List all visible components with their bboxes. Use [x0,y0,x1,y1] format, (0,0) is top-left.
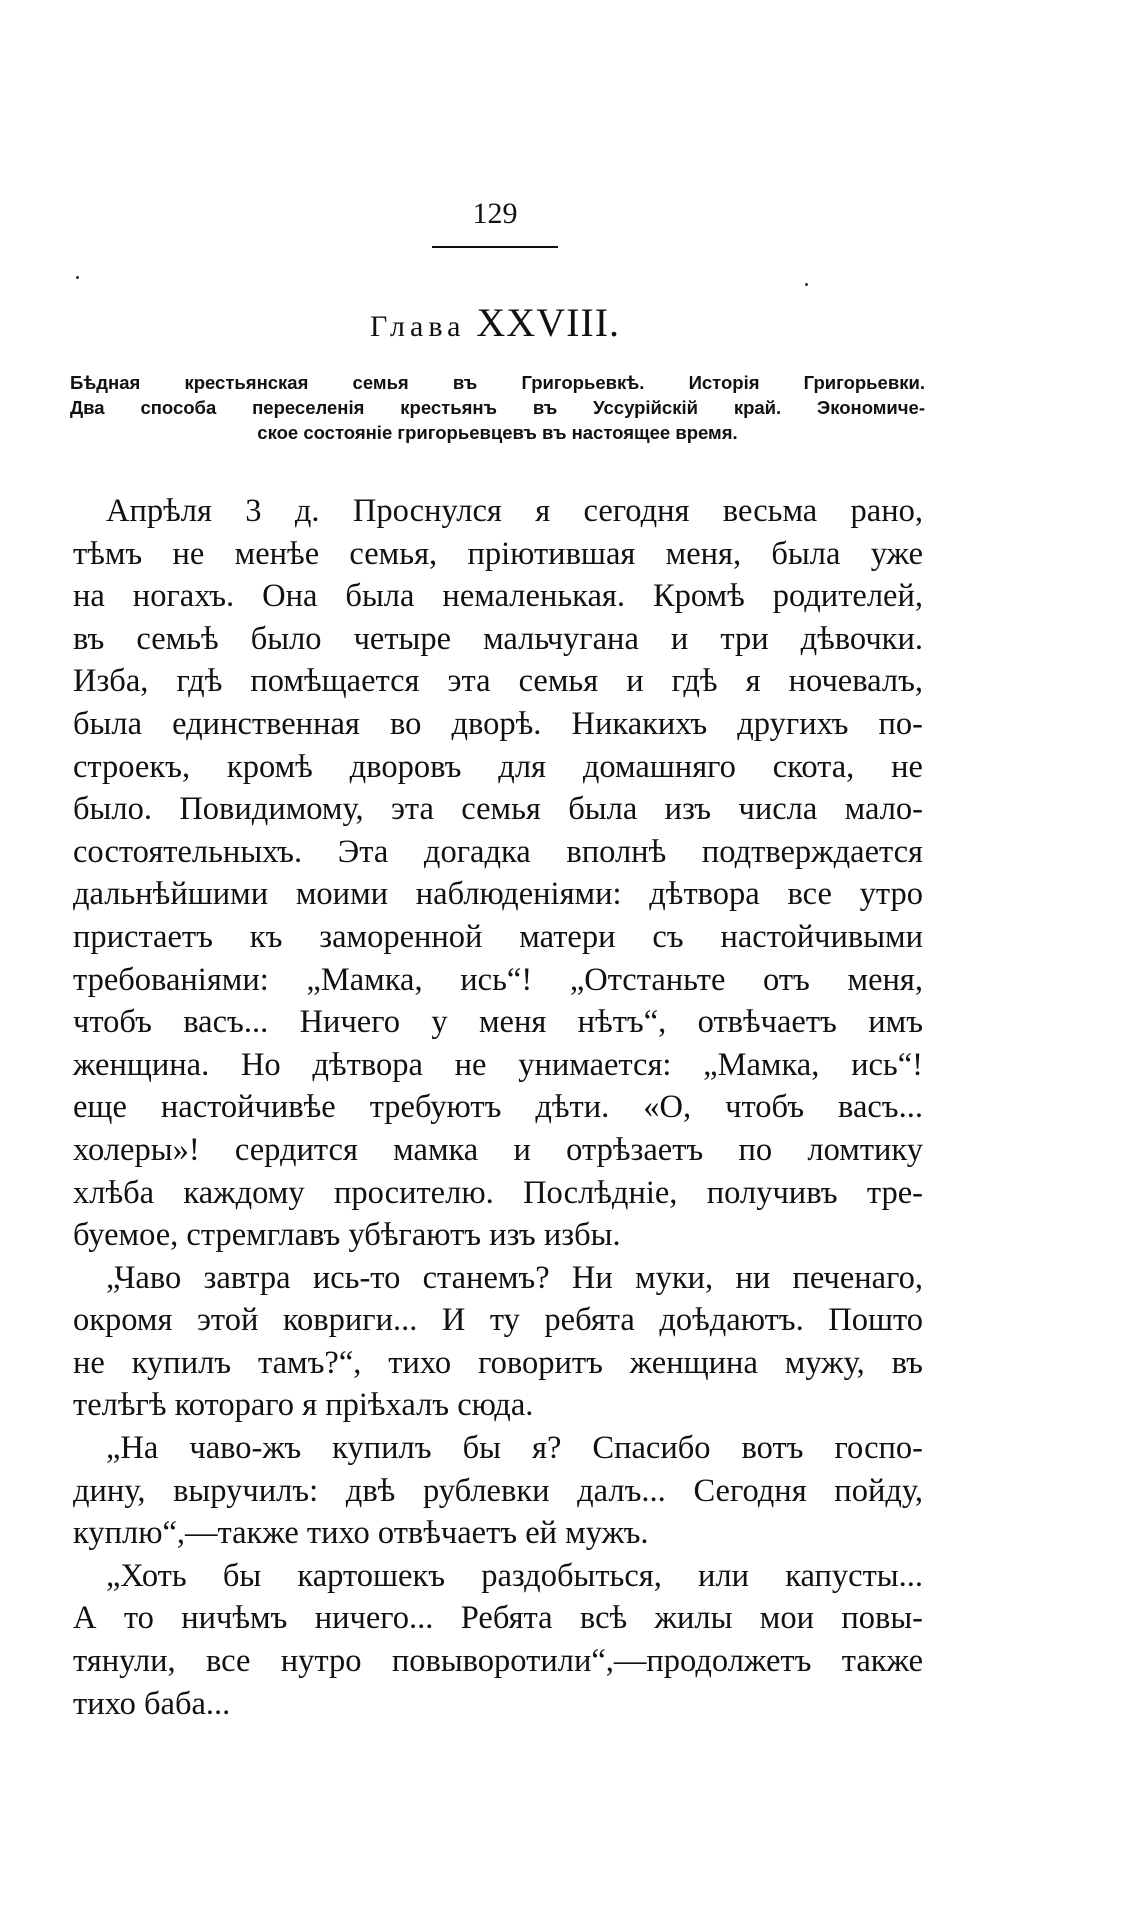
text-line: дальнѣйшими моими наблюденіями: дѣтвора все утро [73,876,923,913]
chapter-title-numeral: XXVIII. [476,300,621,345]
summary-line: Два способа переселенія крестьянъ въ Уссурійскій край. Экономиче- [70,397,925,418]
text-line: буемое, стремглавъ убѣгаютъ изъ избы. [73,1217,621,1254]
paragraph [73,1427,923,1555]
text-line: „На чаво-жъ купилъ бы я? Спасибо вотъ госпо- [106,1430,923,1467]
text-line: А то ничѣмъ ничего... Ребята всѣ жилы мои повы- [73,1600,923,1637]
text-line: телѣгѣ котораго я пріѣхалъ сюда. [73,1387,534,1424]
text-line: „Хоть бы картошекъ раздобыться, или капусты... [106,1557,923,1594]
text-line: тихо баба... [73,1685,231,1722]
text-line: дину, выручилъ: двѣ рублевки далъ... Сегодня пойду, [73,1472,923,1509]
text-line: Изба, гдѣ помѣщается эта семья и гдѣ я ночевалъ, [73,663,923,700]
print-speck [805,283,808,286]
text-line: еще настойчивѣе требуютъ дѣти. «О, чтобъ васъ... [73,1089,923,1126]
text-line: „Чаво завтра ись-то станемъ? Ни муки, ни печенаго, [106,1259,923,1296]
text-line: была единственная во дворѣ. Никакихъ другихъ по- [73,705,923,742]
text-line: не купилъ тамъ?“, тихо говоритъ женщина мужу, въ [73,1344,923,1381]
text-line: состоятельныхъ. Эта догадка вполнѣ подтверждается [73,833,923,870]
text-line: строекъ, кромѣ дворовъ для домашняго скота, не [73,748,923,785]
text-line: на ногахъ. Она была немаленькая. Кромѣ родителей, [73,578,923,615]
paragraph [73,1257,923,1427]
chapter-summary [70,370,925,445]
chapter-title [0,300,990,350]
text-line: окромя этой ковриги... И ту ребята доѣдаютъ. Пошто [73,1302,923,1339]
text-line: хлѣба каждому просителю. Послѣдніе, получивъ тре- [73,1174,923,1211]
text-line: въ семьѣ было четыре мальчугана и три дѣвочки. [73,620,923,657]
text-line: требованіями: „Мамка, ись“! „Отстаньте отъ меня, [73,961,923,998]
text-line: холеры»! сердится мамка и отрѣзаетъ по ломтику [73,1131,923,1168]
summary-line: Бѣдная крестьянская семья въ Григорьевкѣ. Исторія Григорьевки. [70,372,925,393]
text-line: пристаетъ къ заморенной матери съ настойчивыми [73,918,923,955]
summary-line: ское состояніе григорьевцевъ въ настоящее время. [257,422,738,443]
paragraph [73,1555,923,1725]
page-number-rule [432,246,558,248]
text-line: куплю“,—также тихо отвѣчаетъ ей мужъ. [73,1515,649,1552]
text-line: тянули, все нутро повыворотили“,—продолжетъ также [73,1643,923,1680]
page-number: 129 [472,197,518,230]
paragraph [73,490,923,1257]
text-line: Апрѣля 3 д. Проснулся я сегодня весьма рано, [106,493,923,529]
text-line: женщина. Но дѣтвора не унимается: „Мамка, ись“! [73,1046,923,1083]
text-line: тѣмъ не менѣе семья, пріютившая меня, была уже [73,535,923,572]
text-line: было. Повидимому, эта семья была изъ числа мало- [73,791,923,828]
chapter-title-word: Глава [369,310,466,343]
body-text [73,490,923,1725]
text-line: чтобъ васъ... Ничего у меня нѣтъ“, отвѣчаетъ имъ [73,1004,923,1041]
print-speck [76,276,79,279]
